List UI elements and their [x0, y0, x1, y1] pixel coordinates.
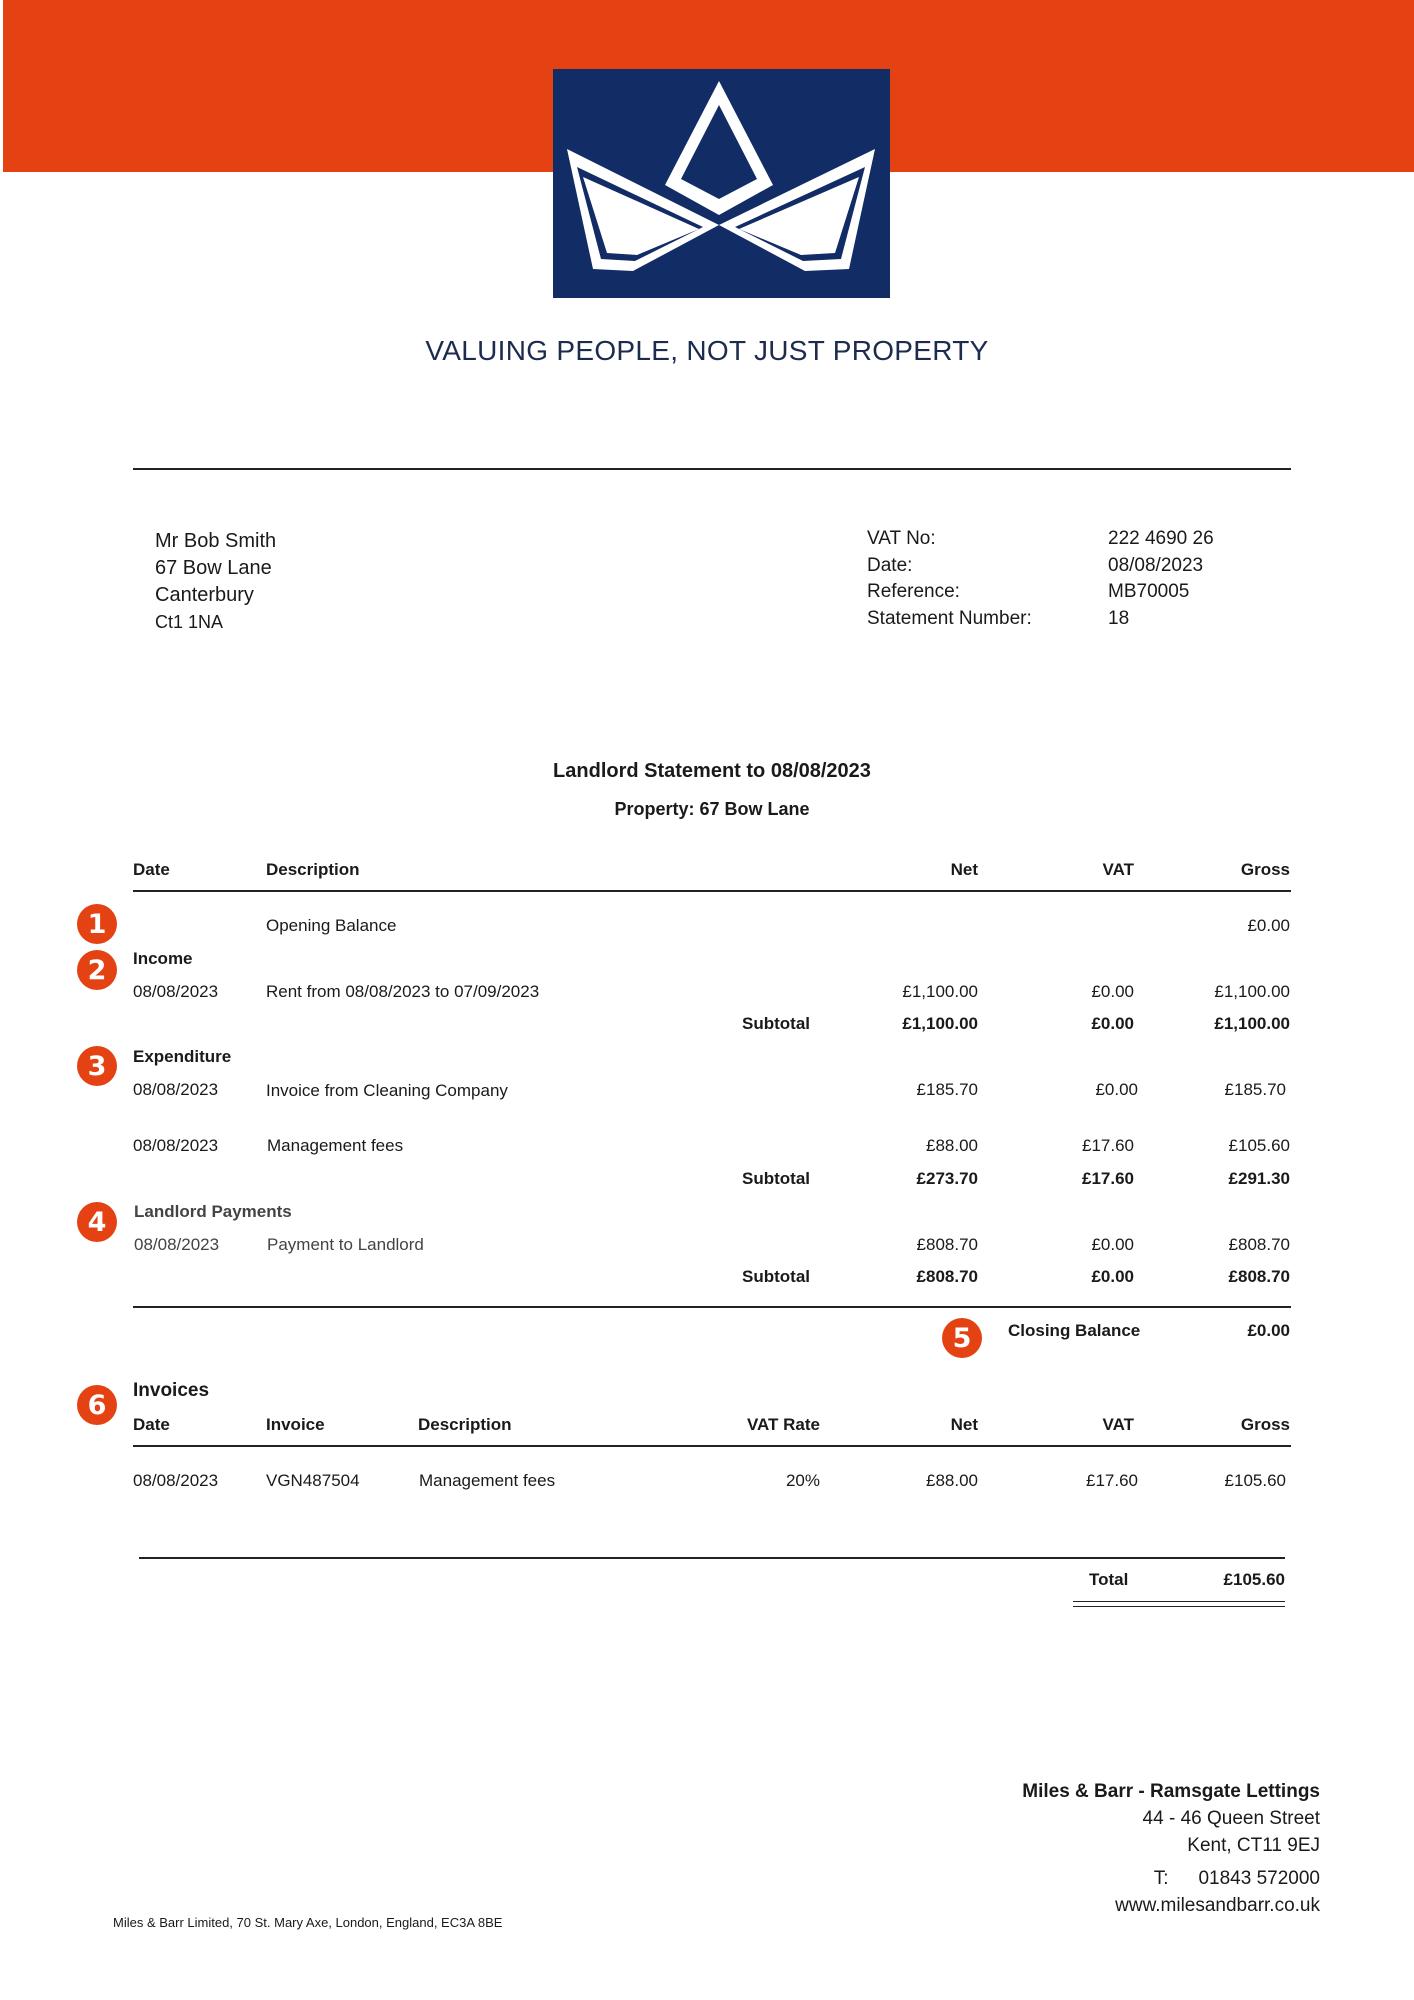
header-gross: Gross: [1240, 860, 1290, 879]
expenditure-row-date: 08/08/2023: [133, 1136, 219, 1155]
payments-row-gross: £808.70: [1228, 1235, 1290, 1254]
invoice-row-date: 08/08/2023: [133, 1471, 219, 1490]
expenditure-row-description: Invoice from Cleaning Company: [266, 1081, 508, 1100]
header-description: Description: [266, 860, 360, 879]
divider: [133, 468, 1291, 470]
invoices-header-invoice: Invoice: [266, 1415, 325, 1434]
income-subtotal-label: Subtotal: [742, 1014, 810, 1033]
payments-subtotal-gross: £808.70: [1228, 1267, 1290, 1286]
company-town: Kent, CT11 9EJ: [1187, 1835, 1320, 1856]
vat-no-value: 222 4690 26: [1108, 528, 1214, 549]
invoice-row-gross: £105.60: [1224, 1471, 1286, 1490]
opening-balance-gross: £0.00: [1247, 916, 1290, 935]
invoice-row-vat: £17.60: [1086, 1471, 1138, 1490]
company-website[interactable]: www.milesandbarr.co.uk: [1115, 1895, 1320, 1916]
income-row-net: £1,100.00: [902, 982, 978, 1001]
closing-balance-label: Closing Balance: [1008, 1321, 1141, 1340]
opening-balance-label: Opening Balance: [266, 916, 397, 935]
payments-row-date: 08/08/2023: [134, 1235, 220, 1254]
company-logo: [553, 69, 890, 298]
statement-title: Landlord Statement to 08/08/2023: [553, 760, 871, 782]
step-badge-4: 4: [77, 1202, 117, 1242]
crown-logo-icon: [553, 69, 890, 298]
expenditure-heading: Expenditure: [133, 1047, 232, 1066]
date-label: Date:: [867, 554, 913, 576]
total-double-underline-bottom: [1073, 1606, 1285, 1607]
expenditure-row-net: £88.00: [926, 1136, 978, 1155]
recipient-address: [155, 528, 276, 636]
reference-value: MB70005: [1108, 581, 1190, 602]
header-vat: VAT: [1102, 860, 1134, 879]
legal-footer: Miles & Barr Limited, 70 St. Mary Axe, London, England, EC3A 8BE: [113, 1915, 503, 1930]
vat-no-label: VAT No:: [867, 528, 936, 549]
tagline: VALUING PEOPLE, NOT JUST PROPERTY: [425, 335, 989, 366]
company-address: [1022, 1778, 1320, 1919]
statement-property: Property: 67 Bow Lane: [614, 799, 810, 819]
payments-heading: Landlord Payments: [134, 1202, 292, 1221]
invoices-header-date: Date: [133, 1415, 170, 1434]
invoice-row-vat-rate: 20%: [785, 1471, 820, 1490]
invoices-total-rule: [139, 1557, 1285, 1559]
date-value: 08/08/2023: [1108, 554, 1204, 576]
payments-subtotal-vat: £0.00: [1091, 1267, 1134, 1286]
payments-subtotal-label: Subtotal: [742, 1267, 810, 1286]
invoices-header-vat-rate: VAT Rate: [746, 1415, 820, 1434]
closing-balance-value: £0.00: [1247, 1321, 1290, 1340]
company-phone-row: [1022, 1865, 1320, 1892]
expenditure-row-vat: £17.60: [1082, 1136, 1134, 1155]
payments-row-vat: £0.00: [1091, 1235, 1134, 1254]
recipient-name: Mr Bob Smith: [155, 530, 277, 552]
invoice-row-number: VGN487504: [266, 1471, 360, 1490]
invoice-row-description: Management fees: [419, 1471, 556, 1490]
expenditure-row-date: 08/08/2023: [133, 1080, 219, 1099]
step-badge-5: 5: [942, 1318, 982, 1358]
income-subtotal-gross: £1,100.00: [1214, 1014, 1290, 1033]
recipient-town: Canterbury: [155, 584, 254, 606]
income-row-date: 08/08/2023: [133, 982, 219, 1001]
phone-label: T:: [1153, 1868, 1169, 1889]
income-row-gross: £1,100.00: [1214, 982, 1290, 1001]
total-double-underline-top: [1073, 1601, 1285, 1602]
step-badge-1: 1: [77, 904, 117, 944]
statement-end-rule: [133, 1306, 1291, 1308]
expenditure-subtotal-net: £273.70: [916, 1169, 978, 1188]
step-badge-3: 3: [77, 1046, 117, 1086]
invoices-header-vat: VAT: [1102, 1415, 1134, 1434]
invoices-header-net: Net: [950, 1415, 978, 1434]
income-row-vat: £0.00: [1091, 982, 1134, 1001]
expenditure-subtotal-vat: £17.60: [1082, 1169, 1134, 1188]
expenditure-subtotal-label: Subtotal: [742, 1169, 810, 1188]
income-subtotal-vat: £0.00: [1091, 1014, 1134, 1033]
step-badge-2: 2: [77, 950, 117, 990]
header-rule: [133, 890, 1291, 892]
statement-number-value: 18: [1108, 607, 1130, 629]
payments-subtotal-net: £808.70: [916, 1267, 978, 1286]
recipient-street: 67 Bow Lane: [155, 557, 272, 579]
invoices-header-rule: [133, 1445, 1291, 1447]
payments-row-net: £808.70: [916, 1235, 978, 1254]
phone-number: 01843 572000: [1198, 1868, 1320, 1889]
statement-number-label: Statement Number:: [867, 607, 1032, 629]
invoices-header-description: Description: [418, 1415, 512, 1434]
step-badge-6: 6: [77, 1385, 117, 1425]
income-heading: Income: [133, 949, 193, 968]
company-street: 44 - 46 Queen Street: [1142, 1808, 1320, 1829]
recipient-postcode: Ct1 1NA: [155, 612, 224, 632]
income-row-description: Rent from 08/08/2023 to 07/09/2023: [266, 982, 540, 1001]
expenditure-row-net: £185.70: [916, 1080, 978, 1099]
company-name: Miles & Barr - Ramsgate Lettings: [1022, 1781, 1320, 1802]
income-subtotal-net: £1,100.00: [902, 1014, 978, 1033]
invoice-row-net: £88.00: [926, 1471, 978, 1490]
payments-row-description: Payment to Landlord: [267, 1235, 424, 1254]
expenditure-row-gross: £185.70: [1224, 1080, 1286, 1099]
expenditure-row-gross: £105.60: [1228, 1136, 1290, 1155]
invoices-total-value: £105.60: [1223, 1570, 1285, 1589]
expenditure-row-vat: £0.00: [1095, 1080, 1138, 1099]
expenditure-subtotal-gross: £291.30: [1228, 1169, 1290, 1188]
expenditure-row-description: Management fees: [267, 1136, 404, 1155]
statement-meta: [867, 526, 1214, 632]
header-date: Date: [133, 860, 170, 879]
reference-label: Reference:: [867, 581, 960, 602]
invoices-header-gross: Gross: [1240, 1415, 1290, 1434]
invoices-heading: Invoices: [133, 1380, 210, 1401]
invoices-total-label: Total: [1089, 1570, 1129, 1589]
header-net: Net: [950, 860, 978, 879]
